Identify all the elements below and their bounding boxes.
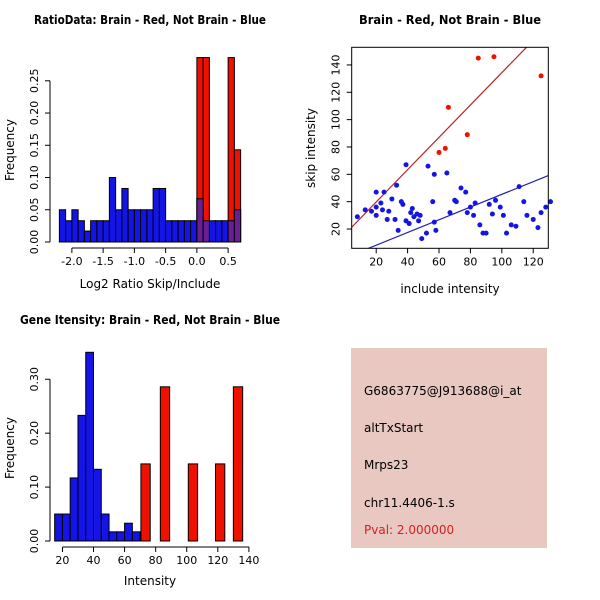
blue-hist-bar [109,532,117,541]
blue-data-point [433,228,438,233]
blue-hist-bar [116,210,122,242]
blue-hist-bar [153,188,159,242]
blue-hist-bar [62,514,70,541]
blue-hist-bar [84,231,90,242]
ratio-hist-title: RatioData: Brain - Red, Not Brain - Blue [34,13,266,27]
blue-hist-bar [166,221,172,242]
blue-data-point [509,222,514,227]
blue-data-point [448,210,453,215]
blue-data-point [404,162,409,167]
red-data-point [437,150,442,155]
blue-hist-bar [128,210,134,242]
scatter-plot-area [330,47,553,268]
scatter-xlabel: include intensity [400,282,500,296]
blue-data-point [513,224,518,229]
red-data-point [539,73,544,78]
overlap-hist-bar [234,210,240,242]
x-tick-label: -0.5 [154,255,177,268]
blue-hist-bar [109,178,115,242]
blue-hist-bar [184,221,190,242]
overlap-hist-bar [197,199,203,242]
gene-hist-xlabel: Intensity [123,574,177,588]
blue-hist-bar [132,532,140,541]
blue-hist-bar [117,532,125,541]
blue-data-point [504,231,509,236]
x-tick-label: 140 [238,554,260,567]
blue-data-point [490,211,495,216]
blue-data-point [410,206,415,211]
blue-hist-bar [59,210,65,242]
y-tick-label: 0.15 [28,133,41,158]
x-tick-label: 20 [55,554,70,567]
red-data-point [491,54,496,59]
blue-hist-bar [97,221,103,242]
y-tick-label: 20 [329,222,343,237]
blue-data-point [463,190,468,195]
blue-data-point [419,236,424,241]
blue-data-point [400,202,405,207]
red-hist-bar [188,464,197,541]
x-tick-label: 80 [463,255,478,269]
y-tick-label: 0.20 [28,420,41,446]
plot-box [352,47,549,248]
blue-hist-bar [172,221,178,242]
blue-data-point [393,217,398,222]
blue-data-point [471,213,476,218]
x-tick-label: 80 [148,554,163,567]
blue-hist-bar [134,210,140,242]
blue-hist-bar [78,221,84,242]
blue-data-point [386,209,391,214]
ratio-hist-plot-area [28,58,241,268]
y-tick-label: 0.00 [28,229,41,255]
blue-data-point [374,205,379,210]
blue-data-point [493,198,498,203]
blue-hist-bar [66,221,72,242]
red-hist-bar [215,464,224,541]
blue-data-point [374,213,379,218]
blue-hist-bar [55,514,63,541]
ratio-hist-ylabel: Frequency [3,119,17,181]
y-tick-label: 0.25 [28,68,41,94]
blue-hist-bar [159,188,165,242]
blue-hist-bar [86,352,94,541]
blue-data-point [465,210,470,215]
gene-hist-plot-area [28,352,259,567]
blue-data-point [468,205,473,210]
blue-data-point [416,218,421,223]
red-hist-bar [233,387,242,541]
y-tick-label: 0.20 [28,100,41,126]
blue-data-point [363,207,368,212]
blue-data-point [517,184,522,189]
blue-data-point [378,201,383,206]
x-tick-label: 100 [491,255,513,269]
blue-data-point [487,202,492,207]
x-tick-label: 20 [369,255,384,269]
probe-id-text: G6863775@J913688@i_at [364,384,522,398]
location-text: chr11.4406-1.s [364,496,455,510]
blue-data-point [521,199,526,204]
blue-hist-bar [78,415,86,541]
blue-data-point [432,220,437,225]
ratio-hist-xlabel: Log2 Ratio Skip/Include [79,277,221,291]
blue-data-point [407,221,412,226]
blue-data-point [444,170,449,175]
scatter-title: Brain - Red, Not Brain - Blue [359,13,541,27]
ratio-histogram-chart [0,0,300,300]
blue-hist-bar [178,221,184,242]
blue-data-point [382,190,387,195]
red-data-point [443,146,448,151]
y-tick-label: 100 [329,109,343,131]
x-tick-label: -2.0 [61,255,83,268]
blue-data-point [430,199,435,204]
x-tick-label: 0.0 [188,255,206,268]
scatter-chart [300,0,600,300]
blue-data-point [539,210,544,215]
panel-gene-histogram [0,300,300,600]
gene-info-box [351,348,547,548]
blue-data-point [389,196,394,201]
red-hist-bar [160,387,169,541]
y-tick-label: 0.10 [28,474,41,500]
blue-hist-bar [101,514,109,541]
scatter-ylabel: skip intensity [304,108,318,188]
blue-data-point [473,201,478,206]
blue-hist-bar [222,221,228,242]
panel-gene-info [300,300,600,600]
blue-data-point [498,205,503,210]
x-tick-label: 0.5 [219,255,237,268]
event-type-text: altTxStart [364,421,424,435]
blue-hist-bar [91,221,97,242]
pval-text: Pval: 2.000000 [364,523,455,537]
gene-hist-ylabel: Frequency [3,417,17,479]
blue-data-point [369,209,374,214]
blue-hist-bar [125,523,133,541]
blue-hist-bar [141,210,147,242]
blue-data-point [432,172,437,177]
gene-hist-title: Gene Itensity: Brain - Red, Not Brain - Blue [20,313,280,327]
blue-hist-bar [103,221,109,242]
red-hist-bar [203,58,209,242]
blue-hist-bar [191,221,197,242]
blue-hist-bar [122,188,128,242]
y-tick-label: 0.00 [28,528,41,554]
blue-hist-bar [94,469,102,541]
gene-name-text: Mrps23 [364,458,409,472]
blue-data-point [380,207,385,212]
red-data-point [446,105,451,110]
blue-data-point [535,225,540,230]
y-tick-label: 40 [329,194,343,209]
brain-fit-line [352,47,527,227]
y-tick-label: 0.30 [28,367,41,392]
x-tick-label: 40 [400,255,415,269]
red-hist-bar [228,58,234,242]
overlap-hist-bar [203,221,209,242]
red-data-point [476,56,481,61]
blue-data-point [424,231,429,236]
y-tick-label: 120 [329,81,343,103]
blue-hist-bar [70,478,78,541]
red-hist-bar [141,464,150,541]
blue-data-point [394,183,399,188]
x-tick-label: 120 [522,255,544,269]
blue-data-point [426,164,431,169]
blue-data-point [385,217,390,222]
y-tick-label: 140 [329,54,343,76]
blue-data-point [531,217,536,222]
blue-data-point [374,190,379,195]
blue-data-point [484,231,489,236]
x-tick-label: 60 [432,255,447,269]
blue-hist-bar [72,210,78,242]
blue-data-point [543,205,548,210]
x-tick-label: 100 [176,554,198,567]
y-tick-label: 0.10 [28,165,41,190]
gene-histogram-chart [0,300,300,600]
overlap-hist-bar [228,221,234,242]
blue-data-point [355,214,360,219]
x-tick-label: 40 [86,554,101,567]
blue-data-point [454,199,459,204]
x-tick-label: 120 [207,554,229,567]
y-tick-label: 80 [329,139,343,154]
x-tick-label: -1.5 [92,255,114,268]
x-tick-label: 60 [117,554,132,567]
panel-ratio-histogram [0,0,300,300]
blue-data-point [501,213,506,218]
blue-data-point [418,213,423,218]
blue-data-point [458,186,463,191]
red-data-point [465,132,470,137]
blue-data-point [524,213,529,218]
y-tick-label: 60 [329,167,343,182]
blue-data-point [477,222,482,227]
blue-data-point [396,228,401,233]
panel-scatter [300,0,600,300]
blue-hist-bar [216,221,222,242]
x-tick-label: -1.0 [123,255,146,268]
blue-hist-bar [147,210,153,242]
y-tick-label: 0.05 [28,197,41,223]
blue-hist-bar [209,221,215,242]
